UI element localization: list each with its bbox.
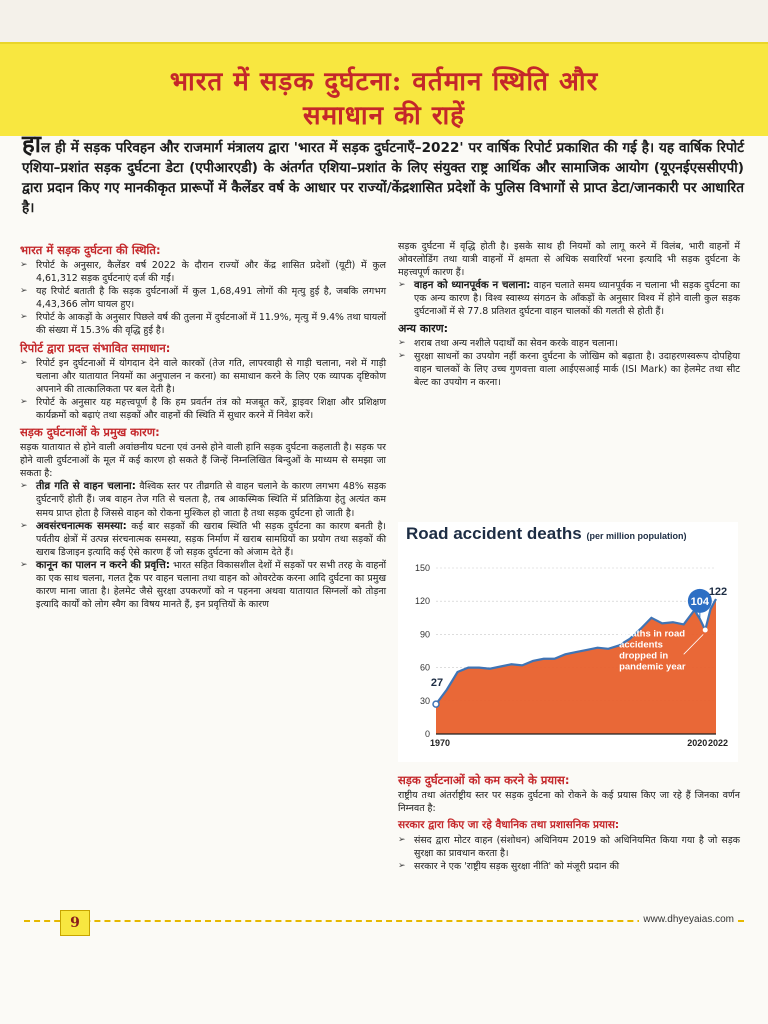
arrow-bullet-icon: ➢: [20, 559, 28, 570]
page-top-margin: [0, 0, 768, 42]
pandemic-marker: [703, 627, 708, 632]
left-column: [20, 240, 386, 611]
y-tick-label: 30: [419, 695, 430, 706]
x-tick-label: 1970: [429, 738, 451, 748]
list-item: ➢ तीव्र गति से वाहन चलाना: वैश्विक स्तर पर तीव्रगति से वाहन चलाने के कारण लगभग 48% सड़क दुर्घटनाएँ होती हैं। जब वाहन तेज गति से चलता है, तब आकस्मिक स्थिति में प्रतिक्रिया हेतु अत्यंत कम समय प्राप्त होता है जिससे वाहन को रोकना मुश्किल हो जाता है तथा सड़क दुर्घटना हो जाती है।: [20, 481, 386, 519]
list-item: ➢ अवसंरचनात्मक समस्या: कई बार सड़कों की खराब स्थिति भी सड़क दुर्घटना का कारण बनती है। पर्वतीय क्षेत्रों में उत्पन्न संरचनात्मक समस्या, सड़क निर्माण में खराब सामग्रियों का प्रयोग तथा सड़कों की खराब डिजाइन इत्यादि कई ऐसे कारण हैं जो सड़क दुर्घटना को अंजाम देते हैं।: [20, 520, 386, 558]
data-label-end: 122: [708, 585, 728, 598]
y-tick-label: 120: [414, 596, 430, 607]
list-item: ➢ यह रिपोर्ट बताती है कि सड़क दुर्घटनाओं में कुल 1,68,491 लोगों की मृत्यु हुई है, जबकि लगभग 4,43,366 लोग घायल हुए।: [20, 286, 386, 311]
arrow-bullet-icon: ➢: [398, 337, 406, 348]
list-item: ➢ सरकार ने एक 'राष्ट्रीय सड़क सुरक्षा नीति' को मंजूरी प्रदान की: [398, 861, 620, 873]
intro-paragraph: [22, 129, 744, 218]
x-tick-label: 2022: [707, 738, 729, 748]
list-item: ➢ रिपोर्ट के अनुसार, कैलेंडर वर्ष 2022 के दौरान राज्यों और केंद्र शासित प्रदेशों (यूटी) में कुल 4,61,312 सड़क दुर्घटनाएं दर्ज की गईं।: [20, 260, 386, 285]
arrow-bullet-icon: ➢: [398, 861, 406, 872]
data-label-peak: 104: [690, 595, 710, 608]
heading-status: भारत में सड़क दुर्घटना की स्थिति:: [20, 243, 161, 257]
reduce-intro: राष्ट्रीय तथा अंतर्राष्ट्रीय स्तर पर सड़क दुर्घटना को रोकने के कई प्रयास किए जा रहे हैं जिनका वर्णन निम्नवत है:: [398, 790, 740, 815]
arrow-bullet-icon: ➢: [20, 520, 28, 531]
website-url: www.dhyeyaias.com: [639, 914, 738, 925]
data-label-start: 27: [430, 677, 444, 690]
annotation-line: dropped in: [619, 650, 669, 662]
page-number: 9: [60, 910, 90, 936]
list-item: ➢ वाहन को ध्यानपूर्वक न चलाना: वाहन चलाते समय ध्यानपूर्वक न चलाना भी सड़क दुर्घटना का एक अन्य कारण है। विश्व स्वास्थ्य संगठन के आँकड़ों के अनुसार विश्व में होने वाली कुल सड़क दुर्घटनाओं में से 77.8 प्रतिशत दुर्घटना वाहन चालकों की गलती से होती हैं।: [398, 280, 740, 318]
causes-intro: सड़क यातायात से होने वाली अवांछनीय घटना एवं उनसे होने वाली हानि सड़क दुर्घटना कहलाती है। सड़क पर होने वाली दुर्घटनाओं के मूल में कई कारण हो सकते हैं जिन्हें निम्नलिखित बिन्दुओं के माध्यम से समझा जा सकता है:: [20, 442, 386, 480]
heading-reduce: सड़क दुर्घटनाओं को कम करने के प्रयास:: [398, 773, 570, 787]
intro-dropcap: हा: [22, 129, 41, 158]
annotation-line: Deaths in road: [619, 628, 686, 640]
heading-government: सरकार द्वारा किए जा रहे वैधानिक तथा प्रशासनिक प्रयास:: [398, 819, 620, 832]
y-tick-label: 90: [419, 629, 430, 640]
x-tick-label: 2020: [687, 738, 708, 748]
list-item: ➢ सुरक्षा साधनों का उपयोग नहीं करना दुर्घटना के जोखिम को बढ़ाता है। उदाहरणस्वरूप दोपहिया वाहन चालकों के लिए उच्च गुणवत्ता वाला आईएसआई मार्क (ISI Mark) का हेलमेट तथा सीट बेल्ट का उपयोग न करना।: [398, 350, 740, 388]
right-column-lower: [398, 770, 740, 873]
list-item: ➢ शराब तथा अन्य नशीले पदार्थों का सेवन करके वाहन चलाना।: [398, 337, 618, 349]
chart-title: Road accident deaths (per million population): [406, 524, 687, 543]
list-item: ➢ रिपोर्ट के अनुसार यह महत्त्वपूर्ण है कि हम प्रवर्तन तंत्र को मजबूत करें, ड्राइवर शिक्षा और प्रशिक्षण कार्यक्रमों को बढ़ाएं तथा सड़कों और वाहनों की स्थिति में सुधार करने में निवेश करें।: [20, 396, 386, 421]
y-tick-label: 0: [424, 729, 430, 739]
annotation-line: accidents: [619, 639, 663, 651]
list-item: ➢ रिपोर्ट इन दुर्घटनाओं में योगदान देने वाले कारकों (तेज गति, लापरवाही से गाड़ी चलाना, नशे में गाड़ी चलाना और यातायात नियमों का अनुपालन न करना) का समाधान करने के लिए एक व्यापक दृष्टिकोण अपनाने की तात्कालिकता पर बल देती है।: [20, 357, 386, 395]
page-title-line2: समाधान की राहें: [303, 101, 465, 131]
arrow-bullet-icon: ➢: [398, 350, 406, 361]
list-item: ➢ संसद द्वारा मोटर वाहन (संशोधन) अधिनियम 2019 को अधिनियमित किया गया है जो सड़क सुरक्षा का प्रावधान करता है।: [398, 835, 740, 860]
start-marker: [433, 701, 439, 707]
road-deaths-chart: [398, 522, 738, 762]
list-item: ➢ कानून का पालन न करने की प्रवृत्ति: भारत सहित विकासशील देशों में सड़कों पर सभी तरह के वाहनों का एक साथ चलना, गलत ट्रैक पर वाहन चलाना तथा वाहन को ओवरटेक करना आदि दुर्घटना का प्रमुख कारण माना जाता है। हेलमेट जैसे सुरक्षा उपकरणों को न पहनना अथवा यातायात सिग्नलों को तोड़ना इत्यादि कार्यों को लोग स्वैग का विषय मानते हैं, इन प्रवृत्तियों के कारण: [20, 559, 386, 611]
heading-causes: सड़क दुर्घटनाओं के प्रमुख कारण:: [20, 425, 160, 440]
intro-text: ल ही में सड़क परिवहन और राजमार्ग मंत्रालय द्वारा 'भारत में सड़क दुर्घटनाएँ–2022' पर वार्षिक रिपोर्ट प्रकाशित की गई है। यह वार्षिक रिपोर्ट एशिया–प्रशांत सड़क दुर्घटना डेटा (एपीआरएडी) के अंतर्गत एशिया–प्रशांत के लिए संयुक्त राष्ट्र आर्थिक और सामाजिक आयोग (यूएनईएससीएपी) द्वारा प्रदान किए गए मानकीकृत प्रारूपों में कैलेंडर वर्ष के आधार पर राज्यों/केंद्रशासित प्रदेशों के पुलिस विभागों से प्राप्त डेटा/जानकारी पर आधारित है।: [22, 140, 744, 216]
page-title-line1: भारत में सड़क दुर्घटना: वर्तमान स्थिति और: [169, 67, 599, 97]
annotation-line: pandemic year: [619, 661, 686, 673]
arrow-bullet-icon: ➢: [20, 260, 28, 270]
continued-paragraph: सड़क दुर्घटना में वृद्धि होती है। इसके साथ ही नियमों को लागू करने में विलंब, भारी वाहनों में ओवरलोडिंग तथा यात्री वाहनों में क्षमता से अधिक सवारियाँ भरना इत्यादि भी सड़क दुर्घटना के महत्त्वपूर्ण कारण हैं।: [398, 241, 740, 279]
list-item: ➢ रिपोर्ट के आकड़ों के अनुसार पिछले वर्ष की तुलना में दुर्घटनाओं में 11.9%, मृत्यु में 9.4% तथा घायलों की संख्या में 15.3% की वृद्धि हुई है।: [20, 312, 386, 337]
chart-svg: [398, 522, 738, 762]
heading-other-causes: अन्य कारण:: [398, 321, 449, 335]
y-tick-label: 60: [419, 662, 430, 673]
heading-solutions: रिपोर्ट द्वारा प्रदत्त संभावित समाधान:: [20, 340, 171, 355]
arrow-bullet-icon: ➢: [20, 357, 28, 368]
right-column: [398, 240, 740, 389]
chart-subtitle: (per million population): [586, 531, 687, 541]
arrow-bullet-icon: ➢: [20, 396, 28, 407]
arrow-bullet-icon: ➢: [20, 286, 28, 297]
arrow-bullet-icon: ➢: [20, 312, 28, 323]
y-tick-label: 150: [414, 563, 430, 573]
arrow-bullet-icon: ➢: [398, 280, 406, 291]
arrow-bullet-icon: ➢: [20, 481, 28, 492]
footer-rule: [24, 920, 744, 922]
arrow-bullet-icon: ➢: [398, 835, 406, 846]
